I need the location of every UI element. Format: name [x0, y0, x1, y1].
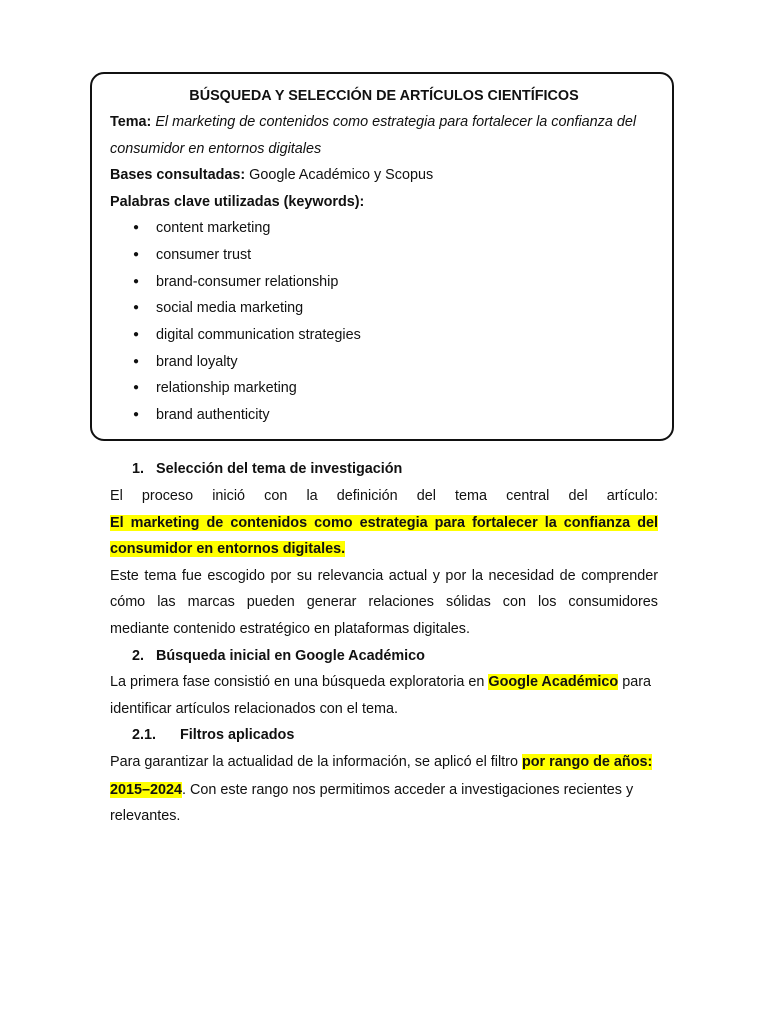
- bullet-icon: ●: [133, 222, 140, 233]
- keyword-item: social media marketing: [156, 300, 304, 316]
- section-1-paragraph-2-line-3: mediante contenido estratégico en plataformas digitales.: [110, 621, 470, 637]
- section-1-paragraph-2-line-1: Este tema fue escogido por su relevancia actual y por la necesidad de comprender: [110, 568, 658, 584]
- bases-value: Google Académico y Scopus: [249, 167, 434, 183]
- section-1-highlight-line-1: [110, 513, 658, 533]
- bullet-icon: ●: [133, 329, 140, 340]
- section-2-1-paragraph-line-1: [110, 752, 658, 772]
- section-1-paragraph-line-1: El proceso inició con la definición del tema central del artículo:: [110, 488, 658, 504]
- section-2-1-number: 2.1.: [132, 727, 157, 743]
- tema-text-line-2: consumidor en entornos digitales: [110, 141, 322, 157]
- section-1-heading: Selección del tema de investigación: [156, 461, 403, 477]
- section-2-paragraph-line-1: [110, 672, 658, 692]
- section-2-text: para: [618, 674, 652, 690]
- bullet-icon: ●: [133, 276, 140, 287]
- section-2-1-heading: Filtros aplicados: [180, 727, 295, 743]
- keyword-item: relationship marketing: [156, 380, 297, 396]
- keywords-label: Palabras clave utilizadas (keywords):: [110, 194, 365, 210]
- section-2-paragraph-line-2: identificar artículos relacionados con el tema.: [110, 701, 398, 717]
- keyword-item: brand-consumer relationship: [156, 274, 339, 290]
- bullet-icon: ●: [133, 409, 140, 420]
- box-title: BÚSQUEDA Y SELECCIÓN DE ARTÍCULOS CIENTÍFICOS: [189, 88, 579, 104]
- section-2-text: La primera fase consistió en una búsqueda exploratoria en: [110, 674, 489, 690]
- section-2-heading: Búsqueda inicial en Google Académico: [156, 648, 425, 664]
- tema-text-line-1: El marketing de contenidos como estrategia para fortalecer la confianza del: [155, 114, 637, 130]
- keyword-item: content marketing: [156, 220, 271, 236]
- tema-label: Tema:: [110, 114, 152, 130]
- section-1-number: 1.: [132, 461, 145, 477]
- bullet-icon: ●: [133, 302, 140, 313]
- highlighted-year-range: 2015–2024: [110, 782, 183, 798]
- section-2-1-paragraph-line-2: [110, 780, 658, 800]
- keyword-item: brand loyalty: [156, 354, 238, 370]
- bullet-icon: ●: [133, 249, 140, 260]
- highlighted-database: Google Académico: [488, 674, 619, 690]
- tema-line-1: [110, 112, 658, 132]
- section-2-1-paragraph-line-3: relevantes.: [110, 808, 181, 824]
- keyword-item: consumer trust: [156, 247, 252, 263]
- bases-line: [110, 165, 658, 185]
- section-1-paragraph-2-line-2: cómo las marcas pueden generar relaciones sólidas con los consumidores: [110, 594, 658, 610]
- bullet-icon: ●: [133, 356, 140, 367]
- keyword-item: digital communication strategies: [156, 327, 361, 343]
- highlighted-topic: El marketing de contenidos como estrategia para fortalecer la confianza del: [110, 515, 658, 531]
- highlighted-topic: consumidor en entornos digitales.: [110, 541, 346, 557]
- highlighted-filter: por rango de años:: [521, 754, 653, 770]
- section-2-number: 2.: [132, 648, 145, 664]
- section-1-highlight-line-2: [110, 539, 658, 559]
- section-2-1-text: Para garantizar la actualidad de la información, se aplicó el filtro: [110, 754, 522, 770]
- keyword-item: brand authenticity: [156, 407, 270, 423]
- bases-label: Bases consultadas:: [110, 167, 246, 183]
- bullet-icon: ●: [133, 382, 140, 393]
- section-2-1-text: . Con este rango nos permitimos acceder a investigaciones recientes y: [182, 782, 634, 798]
